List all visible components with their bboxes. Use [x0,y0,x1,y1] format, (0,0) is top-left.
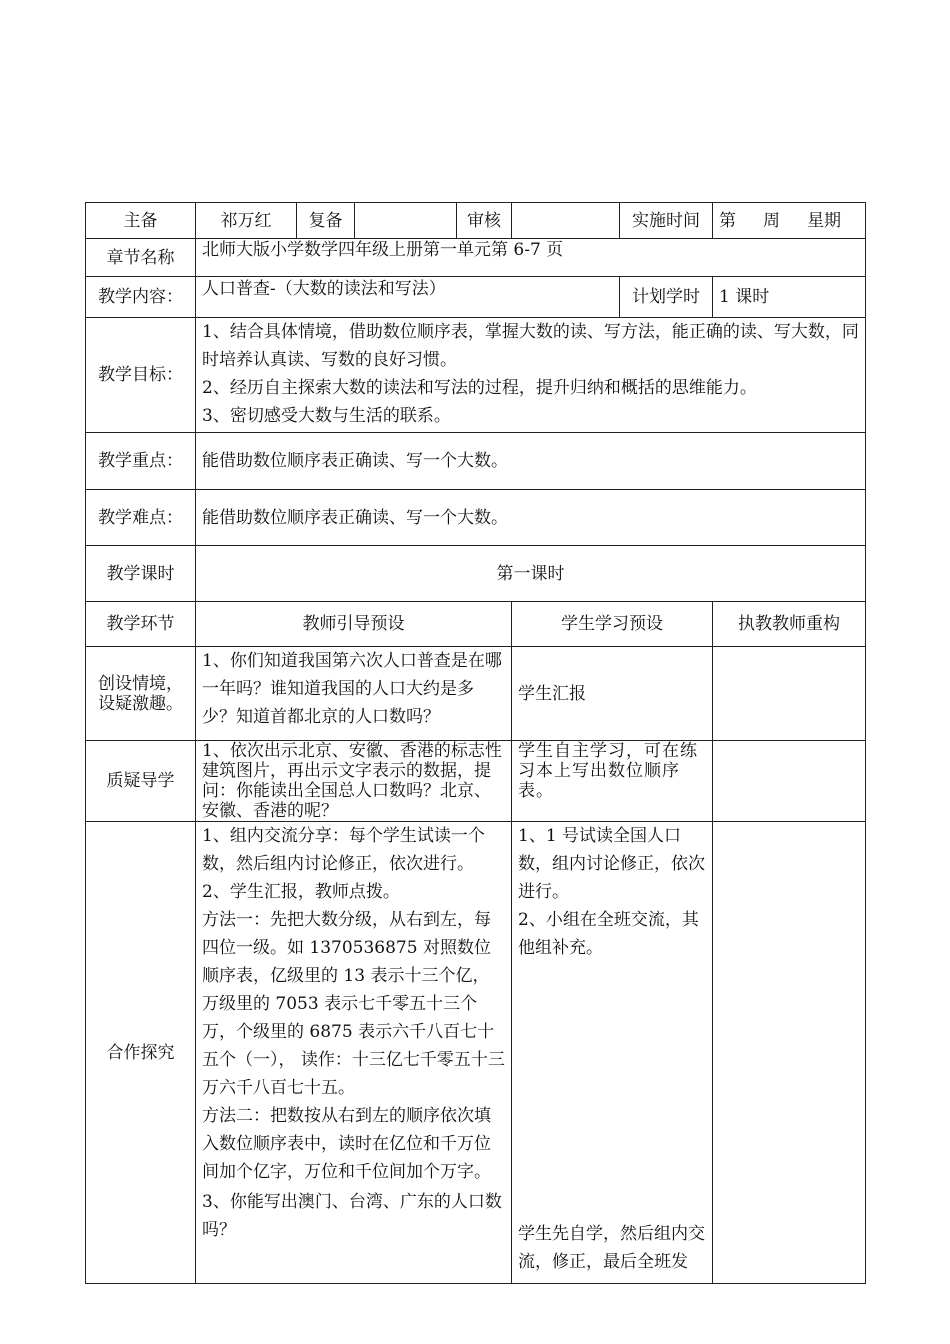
key-points-row [86,433,866,490]
rebuild-cell [713,822,866,1284]
goal-item: 3、密切感受大数与生活的联系。 [202,406,451,426]
teacher-paragraph: 3、你能写出澳门、台湾、广东的人口数吗？ [202,1192,502,1240]
difficulties-row [86,490,866,546]
teacher-paragraph: 方法一：先把大数分级，从右到左，每四位一级。如 1370536875 对照数位顺序表，亿级里的 13 表示十三个亿，万级里的 7053 表示七千零五十三个万，个级里的 6875 表示六千八百七十五个（一）， 读作：十三亿七千零五十三万六千八百七十五。 [202,910,505,1098]
chapter-label: 章节名称 [86,239,196,277]
stage-cell: 创设情境，设疑激趣。 [86,647,196,741]
column-teacher: 教师引导预设 [196,602,512,647]
student-cell: 学生自主学习，可在练习本上写出数位顺序表。 [512,741,713,822]
key-points-label: 教学重点： [86,433,196,490]
lesson-plan-table [85,202,866,1284]
time-label: 实施时间 [620,203,713,239]
stage-cell: 合作探究 [86,822,196,1284]
period-row [86,546,866,602]
student-cell [512,822,713,1284]
teacher-cell: 1、依次出示北京、安徽、香港的标志性建筑图片，再出示文字表示的数据，提问：你能读出全国总人口数吗？北京、安徽、香港的呢？ [196,741,512,822]
key-points-value: 能借助数位顺序表正确读、写一个大数。 [196,433,866,490]
teacher-cell [196,822,512,1284]
time-week: 第 [719,210,736,231]
student-paragraph: 1、1 号试读全国人口数，组内讨论修正，依次进行。 [518,826,705,902]
time-value [713,203,866,239]
student-paragraph-bottom: 学生先自学，然后组内交流，修正，最后全班发 [518,1224,705,1272]
teacher-paragraph: 2、学生汇报，教师点拨。 [202,882,400,902]
hours-label: 计划学时 [620,277,713,318]
difficulties-label: 教学难点： [86,490,196,546]
table-row [86,741,866,822]
rebuild-cell [713,647,866,741]
chapter-value: 北师大版小学数学四年级上册第一单元第 6-7 页 [196,239,866,277]
teacher-paragraph: 1、组内交流分享：每个学生试读一个数，然后组内讨论修正，依次进行。 [202,826,485,874]
goal-item: 2、经历自主探索大数的读法和写法的过程，提升归纳和概括的思维能力。 [202,378,757,398]
column-stage: 教学环节 [86,602,196,647]
goals-row [86,318,866,433]
content-row [86,277,866,318]
difficulties-value: 能借助数位顺序表正确读、写一个大数。 [196,490,866,546]
audit-label: 审核 [457,203,512,239]
columns-header-row [86,602,866,647]
table-row [86,647,866,741]
chapter-row [86,239,866,277]
teacher-cell: 1、你们知道我国第六次人口普查是在哪一年吗？谁知道我国的人口大约是多少？知道首都北京的人口数吗？ [196,647,512,741]
column-rebuild: 执教教师重构 [713,602,866,647]
hours-value: 1 课时 [713,277,866,318]
goals-label: 教学目标： [86,318,196,433]
lead-value: 祁万红 [196,203,297,239]
audit-value [512,203,620,239]
time-zhou: 周 [763,210,781,231]
lead-label: 主备 [86,203,196,239]
teacher-paragraph: 方法二：把数按从右到左的顺序依次填入数位顺序表中，读时在亿位和千万位间加个亿字，万位和千位间加个万字。 [202,1106,491,1182]
goal-item: 1、结合具体情境，借助数位顺序表，掌握大数的读、写方法，能正确的读、写大数，同时培养认真读、写数的良好习惯。 [202,322,859,370]
review-label: 复备 [297,203,355,239]
period-label: 教学课时 [86,546,196,602]
stage-cell: 质疑导学 [86,741,196,822]
goals-list [196,318,866,433]
column-student: 学生学习预设 [512,602,713,647]
table-row [86,822,866,1284]
student-paragraph: 2、小组在全班交流，其他组补充。 [518,910,699,958]
period-value: 第一课时 [196,546,866,602]
rebuild-cell [713,741,866,822]
content-label: 教学内容： [86,277,196,318]
review-value [355,203,457,239]
student-cell: 学生汇报 [512,647,713,741]
content-value: 人口普查-（大数的读法和写法） [196,277,620,318]
time-day: 星期 [807,210,842,231]
header-row [86,203,866,239]
